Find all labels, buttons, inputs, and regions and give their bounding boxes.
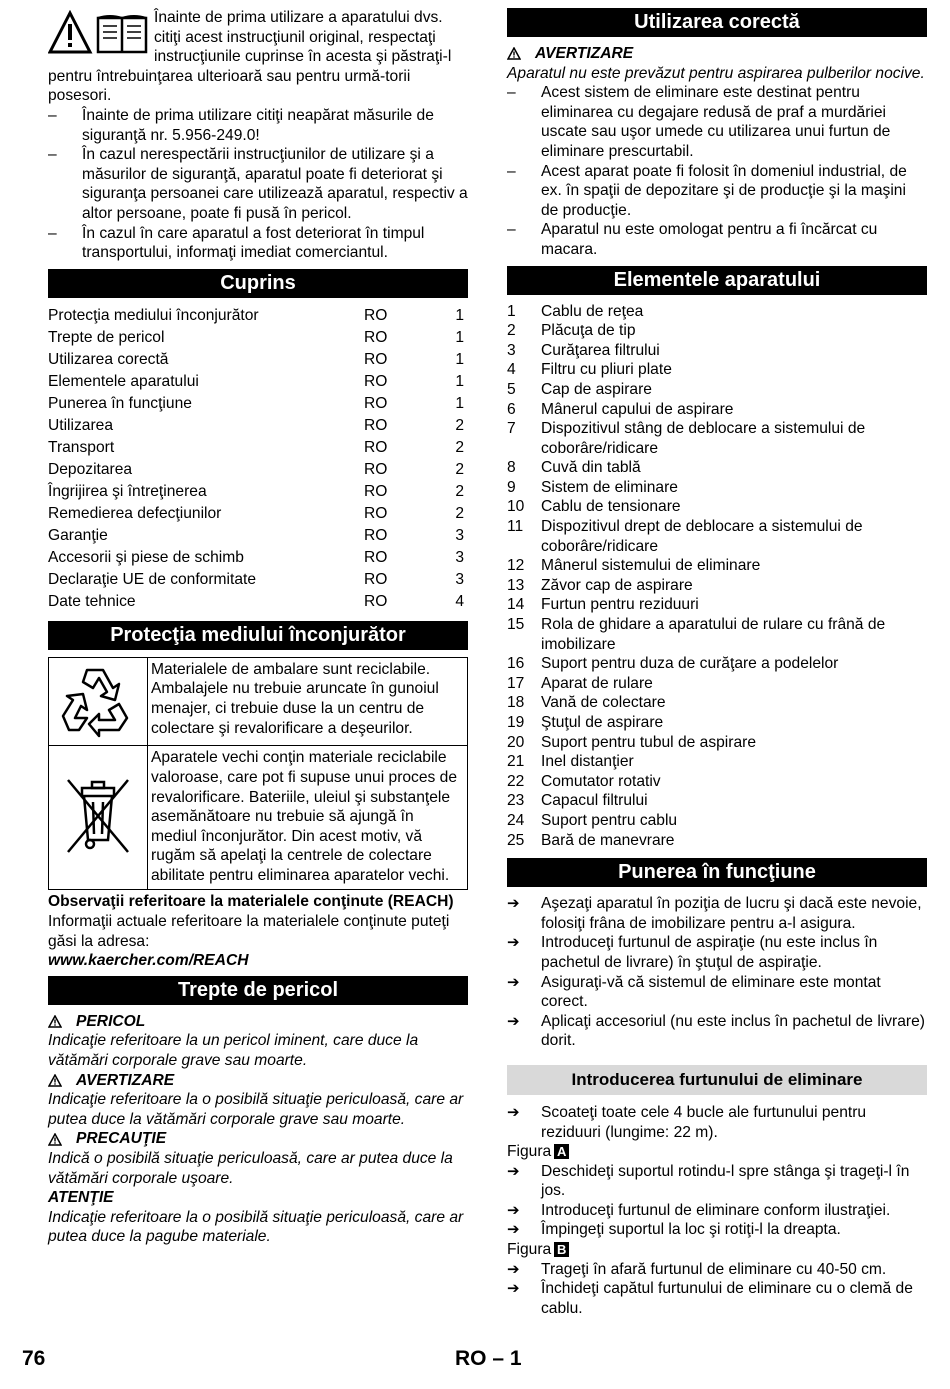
list-item: 22 Comutator rotativ [507,772,661,790]
toc-row[interactable]: Remedierea defecţiunilor RO 2 [48,504,464,522]
recycle-text: Materialele de ambalare sunt reciclabile. Ambalajele nu trebuie aruncate în gunoiul menajer, ci trebuie duse la un centru de colectare şi revalorificare a deşeurilor. [148,657,468,746]
hose-step: ➔ Trageţi în afară furtunul de eliminare cu 40-50 cm. [507,1260,887,1278]
arrow-right-icon: ➔ [507,1221,520,1239]
elements-list [507,302,927,851]
list-item: 19 Ştuţul de aspirare [507,714,664,731]
proper-use-item: – Aparatul nu este omologat pentru a fi încărcat cu macara. [507,221,878,258]
list-item: 20 Suport pentru tubul de aspirare [507,733,756,751]
figure-letter-badge: A [554,1144,569,1159]
toc-row[interactable]: Utilizarea corectă RO 1 [48,350,464,368]
list-item: 17 Aparat de rulare [507,674,653,692]
toc-heading: Cuprins [48,269,468,298]
arrow-right-icon: ➔ [507,934,520,952]
left-column [48,8,468,1247]
list-item: 15 Rola de ghidare a aparatului de rulare cu frână de imobilizare [507,616,886,653]
intro-item: – În cazul nerespectării instrucţiunilor de utilizare şi a măsurilor de siguranţă, aparatul poate fi deteriorat şi siguranţa persoanei care utilizează aparatul, respectiv a altor persoane, poate fi pusă în pericol. [48,146,468,222]
weee-text: Aparatele vechi conţin materiale reciclabile valoroase, care pot fi supuse unui proces de revalorificare. Bateriile, uleiul şi substanţele asemănătoare nu trebuie să ajungă în mediul înconjurător. Din acest motiv, vă rugăm să apelaţi la centrele de colectare abilitate pentru eliminarea aparatelor vechi. [148,746,468,890]
arrow-right-icon: ➔ [507,1012,520,1030]
toc-row[interactable]: Garanţie RO 3 [48,526,464,544]
list-item: 13 Zăvor cap de aspirare [507,576,693,594]
danger-levels-heading: Trepte de pericol [48,976,468,1005]
toc-row[interactable]: Elementele aparatului RO 1 [48,372,464,390]
hose-step: ➔ Introduceţi furtunul de eliminare conform ilustraţiei. [507,1201,891,1219]
environment-heading: Protecţia mediului înconjurător [48,621,468,650]
crossed-bin-icon [62,770,134,860]
intro-item: – În cazul în care aparatul a fost deteriorat în timpul transportului, informaţi imediat comerciantul. [48,224,425,262]
danger-level: AVERTIZARE Indicaţie referitoare la o posibilă situaţie periculoasă, care ar putea duce la vătămări corporale grave sau moarte. [48,1071,464,1128]
reach-link[interactable]: www.kaercher.com/REACH [48,952,249,970]
figure-label-a: Figura A [507,1142,927,1162]
reach-heading: Observaţii referitoare la materialele conţinute (REACH) [48,893,454,911]
list-item: 9 Sistem de eliminare [507,478,678,496]
reach-text: Informaţii actuale referitoare la materialele conţinute puteţi găsi la adresa: [48,913,450,950]
intro-text: Înainte de prima utilizare a aparatului dvs. citiţi acest instrucţiunil original, respectaţi instrucţiunile cuprinse în acesta şi păstraţi-l pentru întrebuinţarea ulterioară sau pentru urmă-torii posesori. [48,9,452,105]
list-item: 24 Suport pentru cablu [507,811,678,829]
list-item: 2 Plăcuţa de tip [507,322,636,340]
warning-triangle-icon [48,1074,62,1087]
figure-letter-badge: B [554,1242,569,1257]
danger-level: PRECAUŢIE Indică o posibilă situaţie periculoasă, care ar putea duce la vătămări corporale uşoare. [48,1130,453,1187]
list-item: 5 Cap de aspirare [507,380,652,398]
warning-triangle-icon [48,1015,62,1028]
intro-item: – Înainte de prima utilizare citiţi neapărat măsurile de siguranţă nr. 5.956-249.0! [48,106,434,144]
arrow-right-icon: ➔ [507,1201,520,1219]
arrow-right-icon: ➔ [507,1103,520,1121]
arrow-right-icon: ➔ [507,973,520,991]
list-item: 21 Inel distanţier [507,753,634,771]
list-item: 4 Filtru cu pliuri plate [507,361,672,379]
hose-step: ➔ Scoateţi toate cele 4 bucle ale furtunului pentru reziduuri (lungime: 22 m). [507,1103,867,1141]
list-item: 25 Bară de manevrare [507,831,675,849]
list-item: 1 Cablu de reţea [507,302,644,320]
toc-row[interactable]: Accesorii şi piese de schimb RO 3 [48,548,464,566]
toc-row[interactable]: Utilizarea RO 2 [48,416,464,434]
toc-list [48,305,468,613]
startup-step: ➔ Aplicaţi accesoriul (nu este inclus în pachetul de livrare) dorit. [507,1012,925,1050]
toc-row[interactable]: Declaraţie UE de conformitate RO 3 [48,570,464,588]
list-item: 3 Curăţarea filtrului [507,341,660,359]
list-item: 18 Vană de colectare [507,694,666,712]
arrow-right-icon: ➔ [507,1280,520,1298]
arrow-right-icon: ➔ [507,1260,520,1278]
list-item: 11 Dispozitivul drept de deblocare a sistemului de coborâre/ridicare [507,518,863,555]
intro-block [48,8,468,263]
elements-heading: Elementele aparatului [507,266,927,295]
list-item: 14 Furtun pentru reziduuri [507,596,699,614]
toc-row[interactable]: Trepte de pericol RO 1 [48,328,464,346]
proper-use-warning-text: Aparatul nu este prevăzut pentru aspirarea pulberilor nocive. [507,64,925,82]
toc-row[interactable]: Date tehnice RO 4 [48,592,464,610]
proper-use-item: – Acest aparat poate fi folosit în domeniul industrial, de ex. în spaţii de depozitare şi de producţie şi la maşini de producţie. [507,162,907,219]
recycle-cell [49,657,148,746]
list-item: 7 Dispozitivul stâng de deblocare a sistemului de coborâre/ridicare [507,420,866,457]
list-item: 16 Suport pentru duza de curăţare a podelelor [507,655,839,673]
list-item: 8 Cuvă din tablă [507,459,641,477]
recycle-icon [57,658,139,740]
startup-step: ➔ Introduceţi furtunul de aspiraţie (nu este inclus în pachetul de livrare) în ştuţul de aspiraţie. [507,934,878,971]
right-column [507,8,927,1318]
environment-table [48,657,468,891]
page-number: 76 [22,1347,46,1370]
startup-heading: Punerea în funcţiune [507,858,927,887]
list-item: 12 Mânerul sistemului de eliminare [507,557,761,575]
figure-label-b: Figura B [507,1240,927,1260]
toc-row[interactable]: Protecţia mediului înconjurător RO 1 [48,306,464,324]
hose-subsection-heading: Introducerea furtunului de eliminare [507,1065,927,1095]
warning-manual-icon [48,10,148,56]
section-code: RO – 1 [455,1347,522,1370]
list-item: 10 Cablu de tensionare [507,498,681,516]
toc-row[interactable]: Transport RO 2 [48,438,464,456]
arrow-right-icon: ➔ [507,1162,520,1180]
toc-row[interactable]: Punerea în funcţiune RO 1 [48,394,464,412]
list-item: 23 Capacul filtrului [507,792,648,810]
proper-use-item: – Acest sistem de eliminare este destinat pentru eliminarea cu degajare redusă de praf a murdăriei uscate sau uşor umede cu utilizarea unui furtun de eliminare prescurtabil. [507,84,891,160]
warning-triangle-icon [507,47,521,60]
toc-row[interactable]: Îngrijirea şi întreţinerea RO 2 [48,482,464,500]
proper-use-heading: Utilizarea corectă [507,8,927,37]
list-item: 6 Mânerul capului de aspirare [507,400,734,418]
toc-row[interactable]: Depozitarea RO 2 [48,460,464,478]
weee-cell [49,746,148,890]
arrow-right-icon: ➔ [507,895,520,913]
hose-step: ➔ Împingeţi suportul la loc şi rotiţi-l la dreapta. [507,1221,841,1239]
danger-level: PERICOL Indicaţie referitoare la un pericol iminent, care duce la vătămări corporale grave sau moarte. [48,1012,419,1070]
startup-step: ➔ Asiguraţi-vă că sistemul de eliminare este montat corect. [507,973,881,1011]
danger-level: ATENŢIE Indicaţie referitoare la o posibilă situaţie periculoasă, care ar putea duce la pagube materiale. [48,1189,464,1246]
startup-step: ➔ Aşezaţi aparatul în poziţia de lucru şi dacă este nevoie, folosiţi frâna de imobilizare pentru a-l asigura. [507,895,922,932]
proper-use-warning-label: AVERTIZARE [507,44,927,64]
warning-triangle-icon [48,1133,62,1146]
hose-step: ➔ Închideţi capătul furtunului de eliminare cu o clemă de cablu. [507,1280,913,1317]
hose-step: ➔ Deschideţi suportul rotindu-l spre stânga şi trageţi-l în jos. [507,1162,910,1200]
